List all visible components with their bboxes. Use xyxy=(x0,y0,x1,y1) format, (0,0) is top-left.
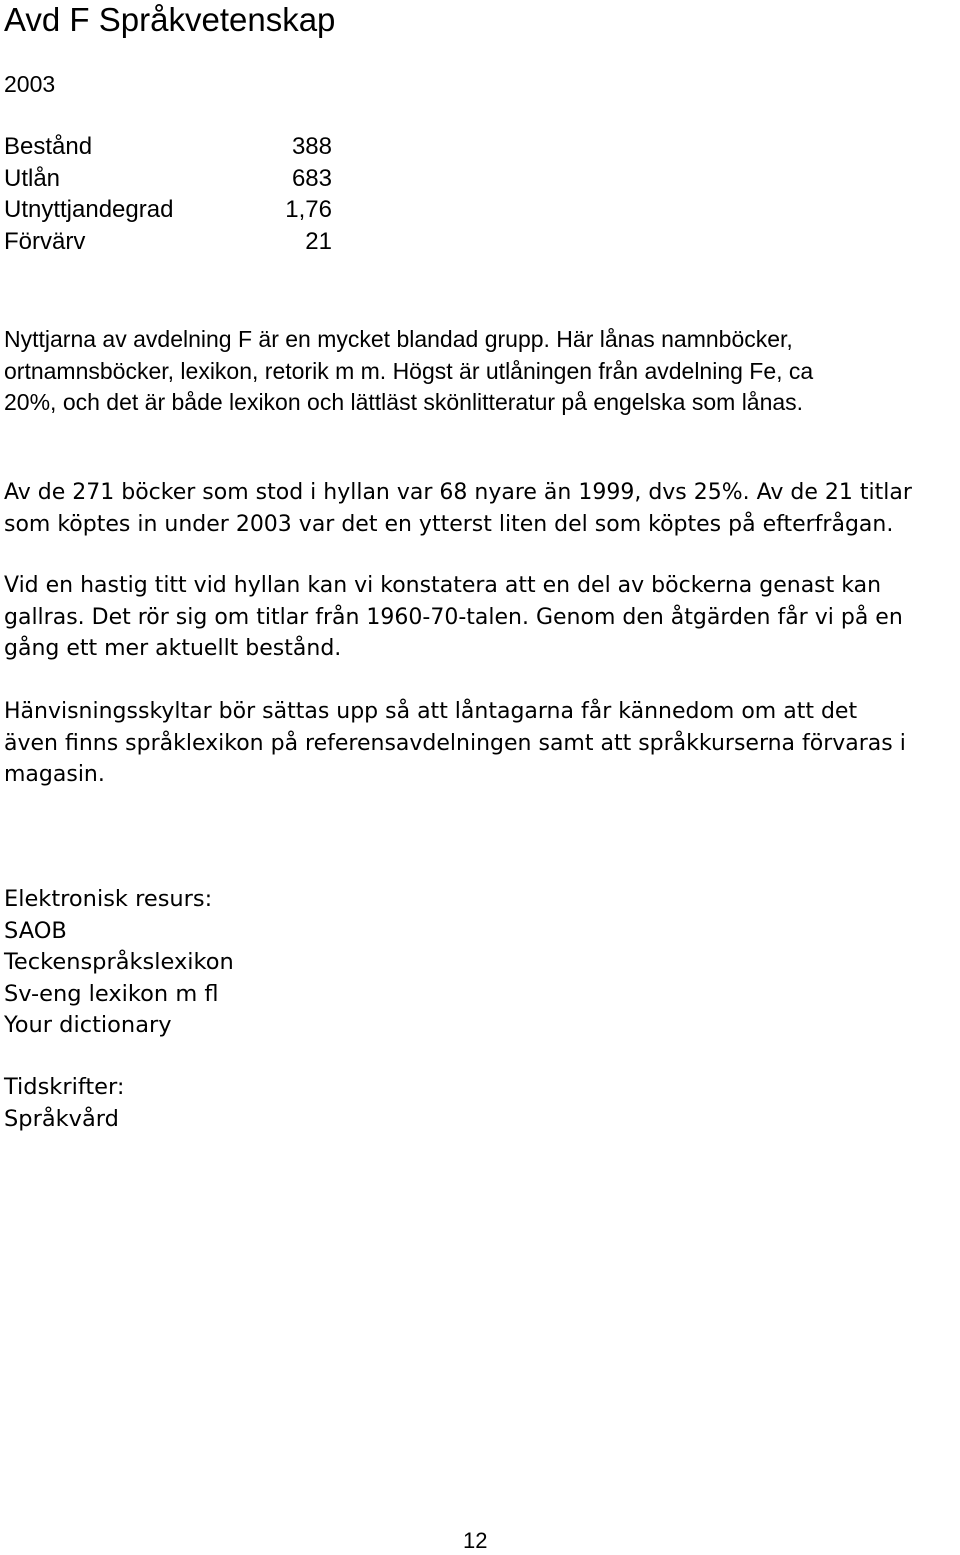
stat-label: Förvärv xyxy=(4,227,86,255)
paragraph-weeding xyxy=(4,570,958,665)
list-item: Teckenspråkslexikon xyxy=(4,949,234,975)
paragraph-line: Hänvisningsskyltar bör sättas upp så att låntagarna får kännedom om att det xyxy=(4,699,858,724)
stat-value: 1,76 xyxy=(285,196,332,223)
report-year: 2003 xyxy=(4,71,56,97)
list-item: SAOB xyxy=(4,917,67,944)
paragraph-line: magasin. xyxy=(4,762,105,787)
list-item: Språkvård xyxy=(4,1105,119,1132)
list-heading: Elektronisk resurs: xyxy=(4,886,213,912)
stat-value: 21 xyxy=(305,227,332,255)
paragraph-usage xyxy=(4,324,958,419)
list-heading: Tidskrifter: xyxy=(4,1074,125,1100)
paragraph-line: Nyttjarna av avdelning F är en mycket blandad grupp. Här lånas namnböcker, xyxy=(4,326,793,352)
page-number: 12 xyxy=(463,1528,488,1553)
paragraph-line: Av de 271 böcker som stod i hyllan var 68 nyare än 1999, dvs 25%. Av de 21 titlar xyxy=(4,480,912,505)
paragraph-line: även finns språklexikon på referensavdelningen samt att språkkurserna förvaras i xyxy=(4,730,906,756)
stat-row-forvarv xyxy=(4,226,344,258)
stat-value: 683 xyxy=(291,164,332,192)
electronic-resources-list xyxy=(4,884,234,1042)
paragraph-line: gallras. Det rör sig om titlar från 1960-70-talen. Genom den åtgärden får vi på en xyxy=(4,604,903,630)
paragraph-line: gång ett mer aktuellt bestånd. xyxy=(4,636,342,661)
stat-label: Utnyttjandegrad xyxy=(4,196,174,223)
list-item: Sv-eng lexikon m fl xyxy=(4,980,219,1007)
paragraph-line: som köptes in under 2003 var det en ytterst liten del som köptes på efterfrågan. xyxy=(4,511,894,537)
stat-row-utnyttjandegrad xyxy=(4,194,344,226)
paragraph-line: ortnamnsböcker, lexikon, retorik m m. Högst är utlåningen från avdelning Fe, ca xyxy=(4,357,814,384)
paragraph-stock-age xyxy=(4,477,958,540)
stat-value: 388 xyxy=(291,133,332,160)
page-title: Avd F Språkvetenskap xyxy=(4,1,336,38)
stat-label: Utlån xyxy=(4,164,61,192)
paragraph-line: 20%, och det är både lexikon och lättläst skönlitteratur på engelska som lånas. xyxy=(4,389,804,415)
stat-label: Bestånd xyxy=(4,133,93,160)
stat-row-bestand xyxy=(4,131,344,163)
paragraph-signage xyxy=(4,696,958,791)
statistics-table xyxy=(4,131,344,257)
stat-row-utlan xyxy=(4,163,344,195)
paragraph-line: Vid en hastig titt vid hyllan kan vi konstatera att en del av böckerna genast kan xyxy=(4,573,882,598)
list-item: Your dictionary xyxy=(4,1012,172,1038)
journals-list xyxy=(4,1072,124,1135)
